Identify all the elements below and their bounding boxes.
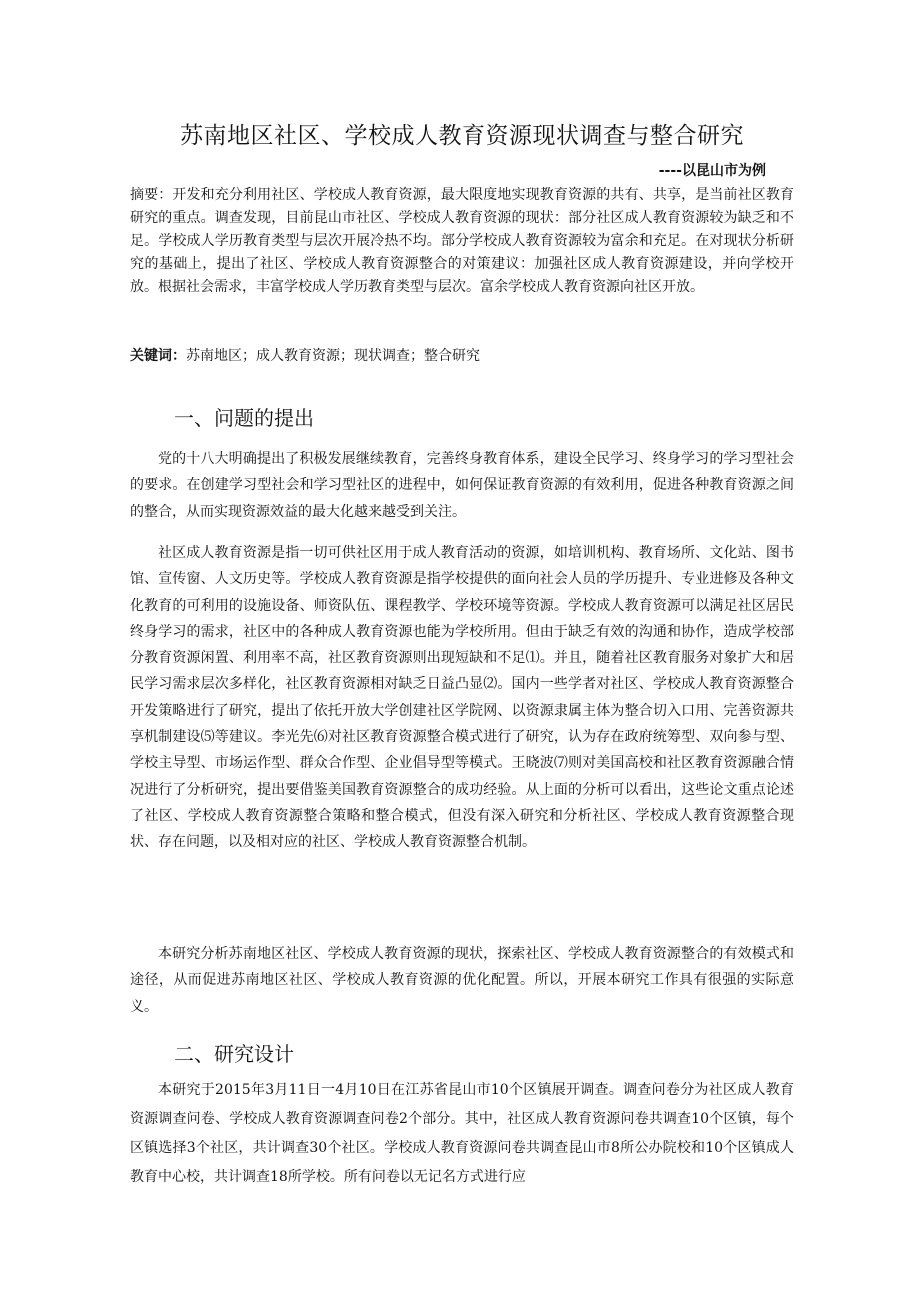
section-heading-1: 一、问题的提出 — [174, 406, 314, 430]
keywords-text: 苏南地区；成人教育资源；现状调查；整合研究 — [186, 348, 480, 364]
section-2-paragraph-1: 本研究于2015年3月11日一4月10日在江苏省昆山市10个区镇展开调查。调查问卷分为社区成人教育资源调查问卷、学校成人教育资源调查问卷2个部分。其中，社区成人教育资源问卷共调查10个区镇，每个区镇选择3个社区，共计调查30个社区。学校成人教育资源问卷共调查昆山市8所公办院校和10个区镇成人教育中心校，共计调查18所学校。所有问卷以无记名方式进行应 — [130, 1082, 794, 1185]
paper-title: 苏南地区社区、学校成人教育资源现状调查与整合研究 — [180, 123, 744, 149]
abstract: 摘要：开发和充分利用社区、学校成人教育资源，最大限度地实现教育资源的共有、共享，是当前社区教育研究的重点。调查发现，目前昆山市社区、学校成人教育资源的现状：部分社区成人教育资源较为缺乏和不足。学校成人学历教育类型与层次开展冷热不均。部分学校成人教育资源较为富余和充足。在对现状分析研究的基础上，提出了社区、学校成人教育资源整合的对策建议：加强社区成人教育资源建设，并向学校开放。根据社会需求，丰富学校成人学历教育类型与层次。富余学校成人教育资源向社区开放。 — [130, 187, 794, 295]
keywords-line — [130, 345, 794, 368]
document-page — [130, 0, 794, 1301]
keywords-label: 关键词： — [130, 348, 186, 364]
section-heading-2: 二、研究设计 — [174, 1042, 294, 1066]
section-1-paragraph-1: 党的十八大明确提出了积极发展继续教育，完善终身教育体系，建设全民学习、终身学习的学习型社会的要求。在创建学习型社会和学习型社区的进程中，如何保证教育资源的有效利用，促进各种教育资源之间的整合，从而实现资源效益的最大化越来越受到关注。 — [130, 451, 794, 520]
section-1-paragraph-2: 社区成人教育资源是指一切可供社区用于成人教育活动的资源，如培训机构、教育场所、文化站、图书馆、宣传窗、人文历史等。学校成人教育资源是指学校提供的面向社会人员的学历提升、专业进修及各种文化教育的可利用的设施设备、师资队伍、课程教学、学校环境等资源。学校成人教育资源可以满足社区居民终身学习的需求，社区中的各种成人教育资源也能为学校所用。但由于缺乏有效的沟通和协作，造成学校部分教育资源闲置、利用率不高，社区教育资源则出现短缺和不足⑴。并且，随着社区教育服务对象扩大和居民学习需求层次多样化，社区教育资源相对缺乏日益凸显⑵。国内一些学者对社区、学校成人教育资源整合开发策略进行了研究，提出了依托开放大学创建社区学院网、以资源隶属主体为整合切入口用、完善资源共享机制建设⑸等建议。李光先⑹对社区教育资源整合模式进行了研究，认为存在政府统筹型、双向参与型、学校主导型、市场运作型、群众合作型、企业倡导型等模式。王晓波⑺则对美国高校和社区教育资源融合情况进行了分析研究，提出要借鉴美国教育资源整合的成功经验。从上面的分析可以看出，这些论文重点论述了社区、学校成人教育资源整合策略和整合模式，但没有深入研究和分析社区、学校成人教育资源整合现状、存在问题，以及相对应的社区、学校成人教育资源整合机制。 — [130, 545, 794, 851]
paper-subtitle: ----以昆山市为例 — [658, 163, 766, 179]
section-1-paragraph-3: 本研究分析苏南地区社区、学校成人教育资源的现状，探索社区、学校成人教育资源整合的有效模式和途径，从而促进苏南地区社区、学校成人教育资源的优化配置。所以，开展本研究工作具有很强的实际意义。 — [130, 946, 794, 1015]
